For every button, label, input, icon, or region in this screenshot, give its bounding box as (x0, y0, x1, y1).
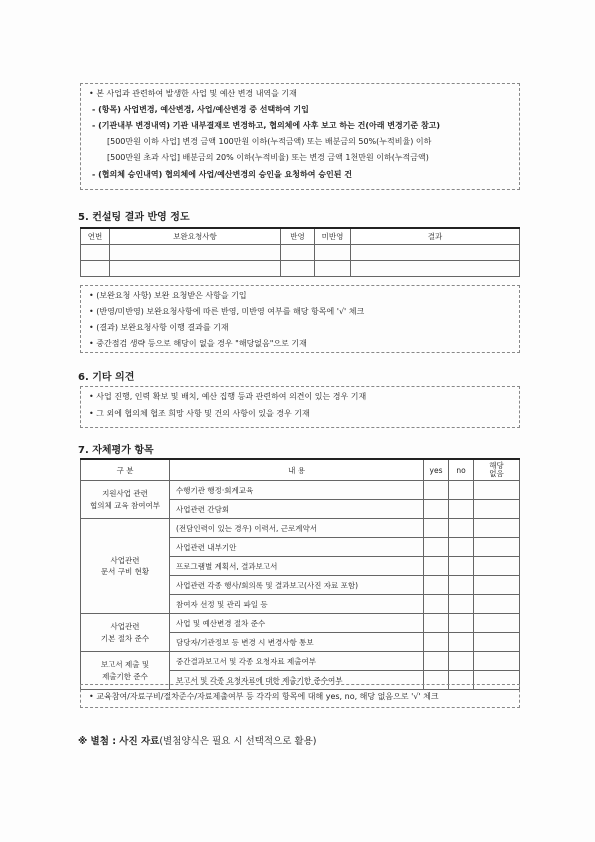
check-cell-na[interactable] (474, 557, 520, 576)
check-cell-no[interactable] (449, 557, 474, 576)
other-opinion-box (80, 386, 520, 428)
col-header-category: 구 분 (81, 459, 170, 481)
table-cell[interactable] (351, 245, 520, 261)
table-row (81, 519, 520, 538)
check-cell-na[interactable] (474, 481, 520, 500)
guide-line: • 그 외에 협의체 협조 희망 사항 및 건의 사항이 있을 경우 기재 (89, 409, 310, 418)
category-cell: 사업관련 문서 구비 현황 (81, 519, 170, 614)
table-cell[interactable] (315, 261, 351, 277)
item-cell: 참여자 선정 및 관리 파일 등 (170, 595, 424, 614)
check-cell-no[interactable] (449, 519, 474, 538)
change-history-guide-box (80, 83, 520, 190)
section-5-title: 5. 컨설팅 결과 반영 정도 (78, 212, 190, 223)
table-row (81, 614, 520, 633)
table-cell[interactable] (81, 261, 110, 277)
attachment-note-label: ※ 별첨 : 사진 자료 (78, 736, 160, 747)
table-row (81, 245, 520, 261)
attachment-note-detail: (별첨양식은 필요 시 선택적으로 활용) (159, 736, 317, 747)
consulting-guide-box (80, 285, 520, 353)
section-7-title: 7. 자체평가 항목 (78, 445, 154, 456)
check-cell-na[interactable] (474, 519, 520, 538)
check-cell-yes[interactable] (424, 633, 449, 652)
check-cell-no[interactable] (449, 538, 474, 557)
col-header-not-applicable: 해당 없음 (474, 459, 520, 481)
check-cell-na[interactable] (474, 652, 520, 671)
guide-line: - (항목) 사업변경, 예산변경, 사업/예산변경 중 선택하여 기입 (92, 105, 309, 114)
item-cell: 사업 및 예산변경 절차 준수 (170, 614, 424, 633)
table-cell[interactable] (110, 261, 281, 277)
item-cell: 수행기관 행정·회계교육 (170, 481, 424, 500)
self-evaluation-table (80, 458, 520, 690)
check-cell-no[interactable] (449, 595, 474, 614)
col-header-result: 결과 (351, 228, 520, 245)
col-header-request: 보완요청사항 (110, 228, 281, 245)
col-header-not-applied: 미반영 (315, 228, 351, 245)
item-cell: 사업관련 각종 행사/회의록 및 결과보고(사진 자료 포함) (170, 576, 424, 595)
table-cell[interactable] (81, 245, 110, 261)
guide-line: - (기관내부 변경내역) 기관 내부결재로 변경하고, 협의체에 사후 보고 하는 건(아래 변경기준 참고) (92, 121, 441, 130)
guide-line: • (반영/미반영) 보완요청사항에 따른 반영, 미반영 여부를 해당 항목에 '√' 체크 (89, 307, 365, 316)
item-cell: (전담인력이 있는 경우) 이력서, 근로계약서 (170, 519, 424, 538)
guide-line: • 본 사업과 관련하여 발생한 사업 및 예산 변경 내역을 기재 (89, 89, 297, 98)
item-cell: 사업관련 내부기안 (170, 538, 424, 557)
check-cell-yes[interactable] (424, 576, 449, 595)
guide-line: • (보완요청 사항) 보완 요청받은 사항을 기입 (89, 291, 247, 300)
item-cell: 담당자/기관정보 등 변경 시 변경사항 통보 (170, 633, 424, 652)
check-cell-no[interactable] (449, 481, 474, 500)
table-cell[interactable] (281, 245, 315, 261)
table-cell[interactable] (281, 261, 315, 277)
guide-line: • 사업 진행, 인력 확보 및 배치, 예산 집행 등과 관련하여 의견이 있는 경우 기재 (89, 392, 367, 401)
guide-line: - (협의체 승인내역) 협의체에 사업/예산변경의 승인을 요청하여 승인된 건 (92, 170, 352, 179)
check-cell-yes[interactable] (424, 557, 449, 576)
check-cell-na[interactable] (474, 595, 520, 614)
category-cell: 지원사업 관련 협의체 교육 참여여부 (81, 481, 170, 519)
check-cell-no[interactable] (449, 652, 474, 671)
category-cell: 보고서 제출 및 제출기한 준수 (81, 652, 170, 690)
section-6-title: 6. 기타 의견 (78, 372, 135, 383)
guide-line: [500만원 초과 사업] 배분금의 20% 이하(누적비율) 또는 변경 금액 1천만원 이하(누적금액) (107, 153, 429, 162)
check-cell-yes[interactable] (424, 595, 449, 614)
col-header-applied: 반영 (281, 228, 315, 245)
col-header-content: 내 용 (170, 459, 424, 481)
table-row (81, 481, 520, 500)
item-cell: 사업관련 간담회 (170, 500, 424, 519)
check-cell-yes[interactable] (424, 538, 449, 557)
guide-line: • 중간점검 생략 등으로 해당이 없을 경우 "해당없음"으로 기재 (89, 339, 307, 348)
category-cell: 사업관련 기본 절차 준수 (81, 614, 170, 652)
check-cell-na[interactable] (474, 614, 520, 633)
check-cell-na[interactable] (474, 576, 520, 595)
table-header-row (81, 228, 520, 245)
col-header-yes: yes (424, 459, 449, 481)
check-cell-na[interactable] (474, 633, 520, 652)
item-cell: 프로그램별 계획서, 결과보고서 (170, 557, 424, 576)
check-cell-na[interactable] (474, 538, 520, 557)
check-cell-no[interactable] (449, 500, 474, 519)
check-cell-yes[interactable] (424, 519, 449, 538)
attachment-note (78, 733, 316, 747)
guide-line: • (결과) 보완요청사항 이행 결과를 기재 (89, 323, 229, 332)
check-cell-no[interactable] (449, 576, 474, 595)
check-cell-yes[interactable] (424, 652, 449, 671)
table-row (81, 652, 520, 671)
check-cell-yes[interactable] (424, 614, 449, 633)
check-cell-yes[interactable] (424, 481, 449, 500)
guide-line: • 교육참여/자료구비/절차준수/자료제출여부 등 각각의 항목에 대해 yes, no, 해당 없음으로 '√' 체크 (89, 692, 439, 701)
consulting-result-table (80, 227, 520, 277)
table-cell[interactable] (351, 261, 520, 277)
check-cell-na[interactable] (474, 500, 520, 519)
check-cell-no[interactable] (449, 633, 474, 652)
table-row (81, 261, 520, 277)
check-cell-yes[interactable] (424, 500, 449, 519)
guide-line: [500만원 이하 사업] 변경 금액 100만원 이하(누적금액) 또는 배분금의 50%(누적비율) 이하 (107, 137, 432, 146)
col-header-no: no (449, 459, 474, 481)
item-cell: 중간결과보고서 및 각종 요청자료 제출여부 (170, 652, 424, 671)
item-cell: 보고서 및 각종 요청자료에 대한 제출기한 준수여부 (170, 671, 424, 690)
table-cell[interactable] (110, 245, 281, 261)
col-header-number: 연번 (81, 228, 110, 245)
table-header-row (81, 459, 520, 481)
check-cell-no[interactable] (449, 614, 474, 633)
table-cell[interactable] (315, 245, 351, 261)
self-evaluation-guide-box (80, 684, 520, 708)
